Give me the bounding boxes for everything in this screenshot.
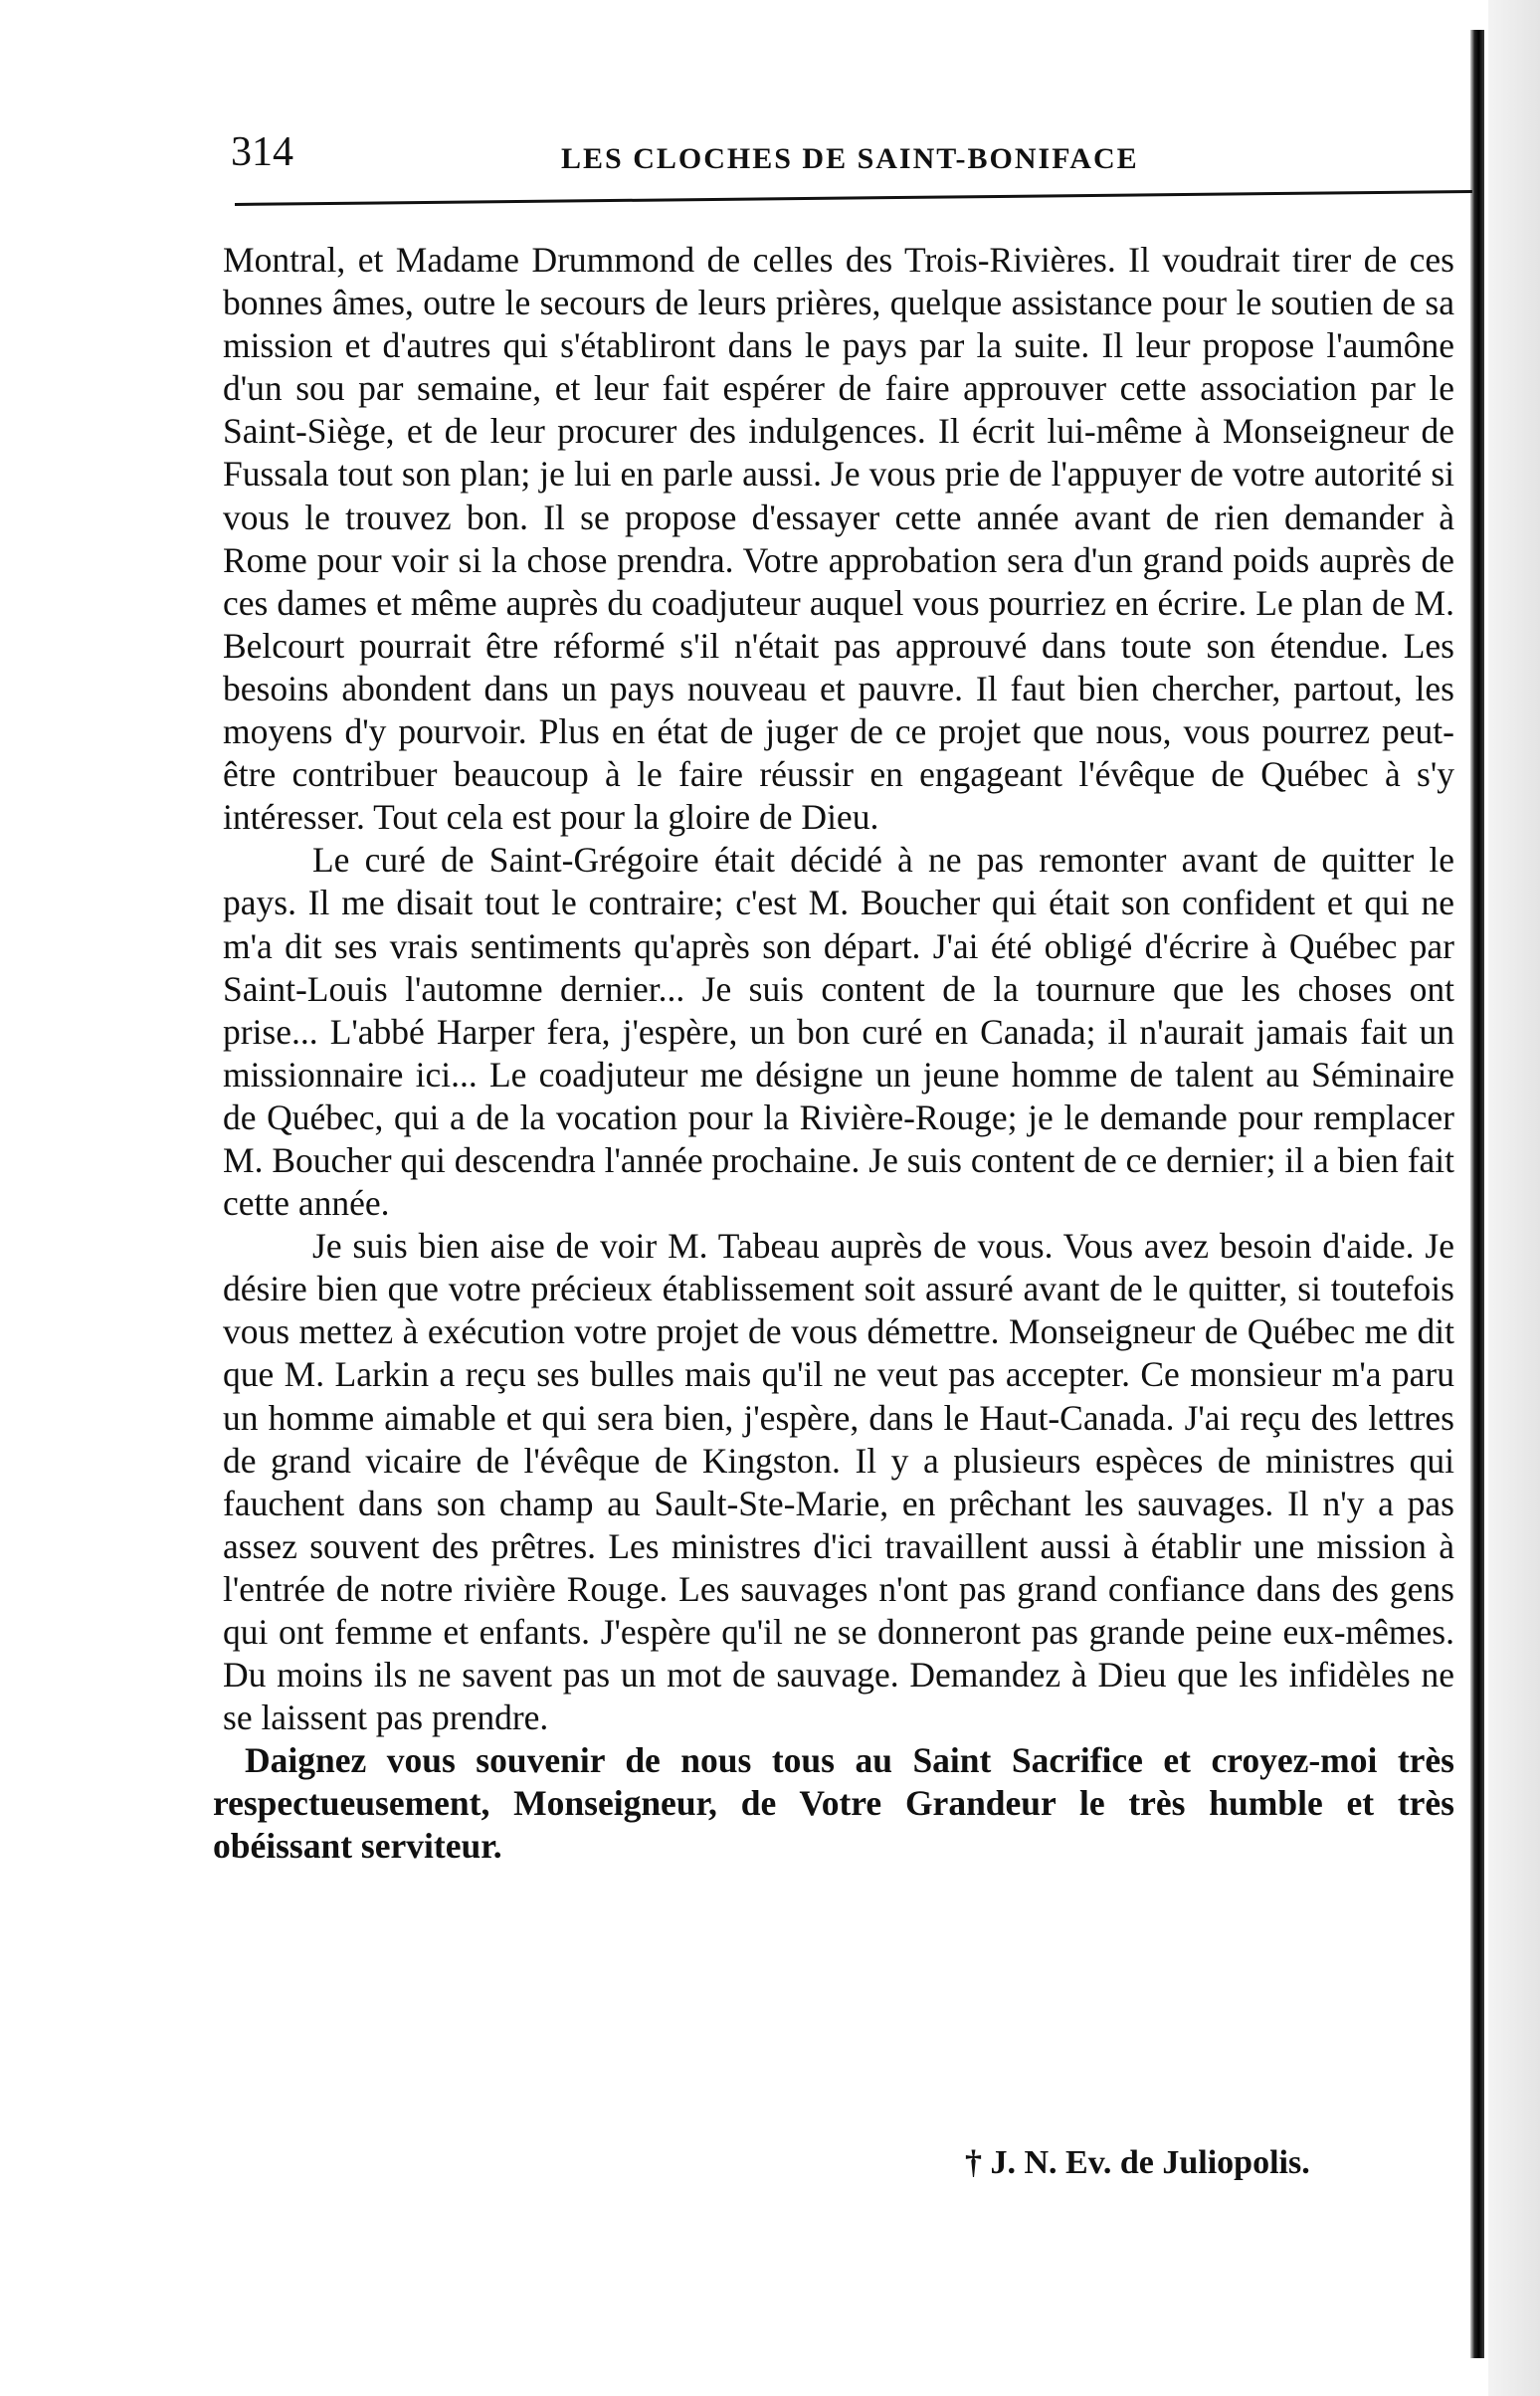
page-header bbox=[231, 127, 1474, 187]
page-edge-shadow bbox=[1470, 30, 1484, 2358]
scan-margin bbox=[1488, 0, 1540, 2396]
page-number: 314 bbox=[231, 129, 293, 175]
signature: † J. N. Ev. de Juliopolis. bbox=[965, 2144, 1310, 2181]
paragraph: Montral, et Madame Drummond de celles des Trois-Rivières. Il voudrait tirer de ces bonnes âmes, outre le secours de leurs prières, quelque assistance pour le soutien de sa mission et d'autres qui s'établiront dans le pays par la suite. Il leur propose l'aumône d'un sou par semaine, et leur fait espérer de faire approuver cette association par le Saint-Siège, et de leur procurer des indulgences. Il écrit lui-même à Monseigneur de Fussala tout son plan; je lui en parle aussi. Je vous prie de l'appuyer de votre autorité si vous le trouvez bon. Il se propose d'essayer cette année avant de rien demander à Rome pour voir si la chose prendra. Votre approbation sera d'un grand poids auprès de ces dames et même auprès du coadjuteur auquel vous pourriez en écrire. Le plan de M. Belcourt pourrait être réformé s'il n'était pas approuvé dans toute son étendue. Les besoins abondent dans un pays nouveau et pauvre. Il faut bien chercher, partout, les moyens d'y pourvoir. Plus en état de juger de ce projet que nous, vous pourrez peut-être contribuer beaucoup à le faire réussir en engageant l'évêque de Québec à s'y intéresser. Tout cela est pour la gloire de Dieu. bbox=[223, 240, 1454, 838]
running-title: LES CLOCHES DE SAINT-BONIFACE bbox=[561, 142, 1139, 175]
paragraph: Le curé de Saint-Grégoire était décidé à ne pas remonter avant de quitter le pays. Il me disait tout le contraire; c'est M. Boucher qui était son confident et qui ne m'a dit ses vrais sentiments qu'après son départ. J'ai été obligé d'écrire à Québec par Saint-Louis l'automne dernier... Je suis content de la tournure que les choses ont prise... L'abbé Harper fera, j'espère, un bon curé en Canada; il n'aurait jamais fait un missionnaire ici... Le coadjuteur me désigne un jeune homme de talent au Séminaire de Québec, qui a de la vocation pour la Rivière-Rouge; je le demande pour remplacer M. Boucher qui descendra l'année prochaine. Je suis content de ce dernier; il a bien fait cette année. bbox=[223, 840, 1454, 1224]
body-text bbox=[213, 239, 1454, 1869]
paragraph: Je suis bien aise de voir M. Tabeau auprès de vous. Vous avez besoin d'aide. Je désire bien que votre précieux établissement soit assuré avant de le quitter, si toutefois vous mettez à exécution votre projet de vous démettre. Monseigneur de Québec me dit que M. Larkin a reçu ses bulles mais qu'il ne veut pas accepter. Ce monsieur m'a paru un homme aimable et qui sera bien, j'espère, dans le Haut-Canada. J'ai reçu des lettres de grand vicaire de l'évêque de Kingston. Il y a plusieurs espèces de ministres qui fauchent dans son champ au Sault-Ste-Marie, en prêchant les sauvages. Il n'y a pas assez souvent des prêtres. Les ministres d'ici travaillent aussi à établir une mission à l'entrée de notre rivière Rouge. Les sauvages n'ont pas grand confiance dans des gens qui ont femme et enfants. J'espère qu'il ne se donneront pas grande peine eux-mêmes. Du moins ils ne savent pas un mot de sauvage. Demandez à Dieu que les infidèles ne se laissent pas prendre. bbox=[223, 1226, 1454, 1738]
closing-paragraph: Daignez vous souvenir de nous tous au Saint Sacrifice et croyez-moi très respectueusement, Monseigneur, de Votre Grandeur le très humble et très obéissant serviteur. bbox=[213, 1740, 1454, 1867]
header-rule bbox=[235, 190, 1472, 206]
